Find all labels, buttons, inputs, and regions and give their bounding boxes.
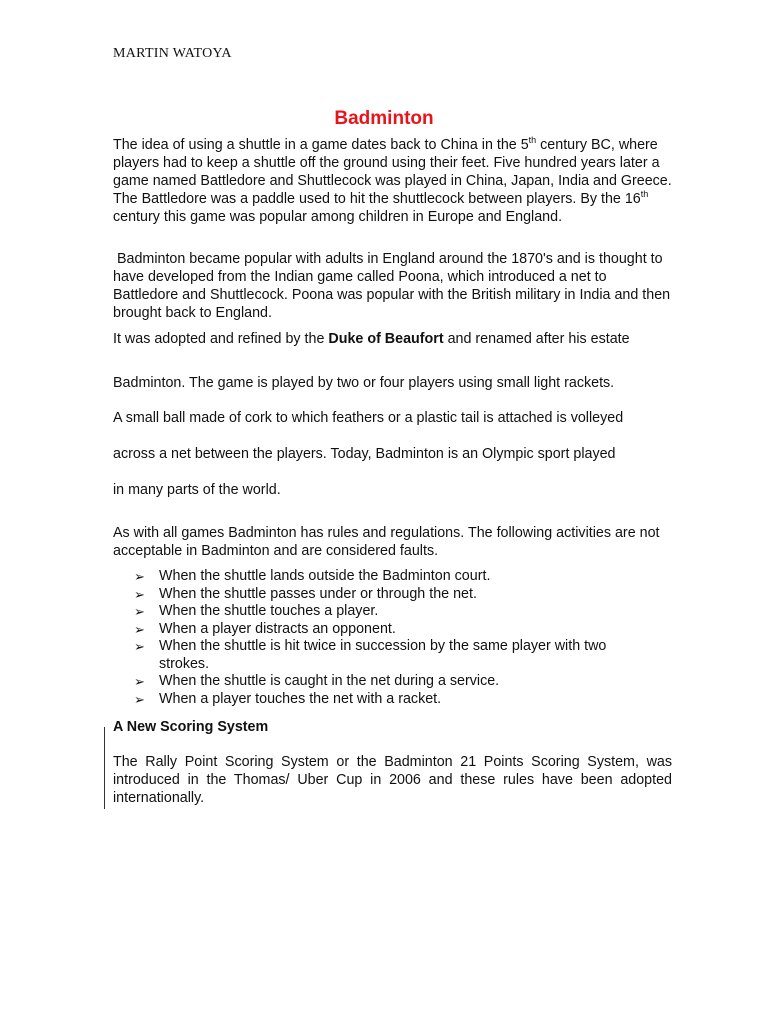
paragraph-scoring: The Rally Point Scoring System or the Badminton 21 Points Scoring System, was introduced in the Thomas/ Uber Cup in 2006 and these rules have been adopted internationally. — [113, 754, 672, 806]
paragraph-rules: As with all games Badminton has rules and regulations. The following activities are not acceptable in Badminton and are considered faults. — [113, 525, 660, 559]
paragraph-england-text: Badminton became popular with adults in England around the 1870's and is thought to have developed from the Indian game called Poona, which introduced a net to Battledore and Shuttlecock. Poona was popular with the British military in India and then brought back to England. — [113, 251, 671, 321]
paragraph-history-part3: century this game was popular among children in Europe and England. — [113, 209, 563, 225]
list-item — [132, 638, 632, 673]
text-line-world: in many parts of the world. — [113, 482, 281, 498]
list-item — [132, 673, 632, 691]
list-item-text: When the shuttle is caught in the net during a service. — [159, 673, 500, 689]
duke-of-beaufort-bold: Duke of Beaufort — [328, 331, 444, 347]
superscript-th: th — [640, 189, 649, 200]
list-item — [132, 568, 632, 586]
document-title: Badminton — [334, 108, 434, 129]
arrow-bullet-icon: ➢ — [134, 586, 145, 602]
arrow-bullet-icon: ➢ — [134, 674, 145, 689]
paragraph-england — [113, 250, 673, 322]
list-item-text: When the shuttle touches a player. — [159, 603, 379, 619]
text-line-olympic: across a net between the players. Today, Badminton is an Olympic sport played — [113, 446, 616, 462]
paragraph-duke-before: It was adopted and refined by the — [113, 331, 329, 347]
paragraph-duke — [113, 330, 673, 348]
arrow-bullet-icon: ➢ — [134, 639, 145, 654]
section-heading-scoring: A New Scoring System — [113, 719, 269, 735]
paragraph-history-part1: The idea of using a shuttle in a game dates back to China in the 5 — [113, 137, 529, 153]
text-line-cork: A small ball made of cork to which feathers or a plastic tail is attached is volleyed — [113, 410, 624, 426]
paragraph-history — [113, 136, 673, 226]
arrow-bullet-icon: ➢ — [134, 621, 145, 637]
revision-bar — [104, 727, 105, 809]
list-item — [132, 691, 632, 709]
list-item — [132, 586, 632, 604]
list-item — [132, 603, 632, 621]
paragraph-duke-after: and renamed after his estate — [443, 331, 630, 347]
list-item-text: When a player distracts an opponent. — [159, 620, 396, 637]
list-item-text: When a player touches the net with a racket. — [159, 690, 442, 707]
list-item-text: When the shuttle is hit twice in succession by the same player with two strokes. — [159, 638, 607, 672]
list-item — [132, 621, 632, 639]
paragraph-history-part2: century BC, where players had to keep a shuttle off the ground using their feet. Five hundred years later a game named Battledore and Shuttlecock was played in China, Japan, India and Greece. The Battledore was a paddle used to hit the shuttlecock between players. By the 16 — [113, 137, 672, 207]
list-item-text: When the shuttle passes under or through the net. — [159, 585, 477, 602]
superscript-th: th — [528, 135, 537, 146]
arrow-bullet-icon: ➢ — [134, 604, 145, 619]
faults-list — [132, 568, 632, 708]
list-item-text: When the shuttle lands outside the Badminton court. — [159, 568, 491, 584]
text-line-rackets: Badminton. The game is played by two or four players using small light rackets. — [113, 375, 615, 391]
author-header: MARTIN WATOYA — [113, 46, 232, 61]
arrow-bullet-icon: ➢ — [134, 569, 145, 584]
arrow-bullet-icon: ➢ — [134, 691, 145, 707]
